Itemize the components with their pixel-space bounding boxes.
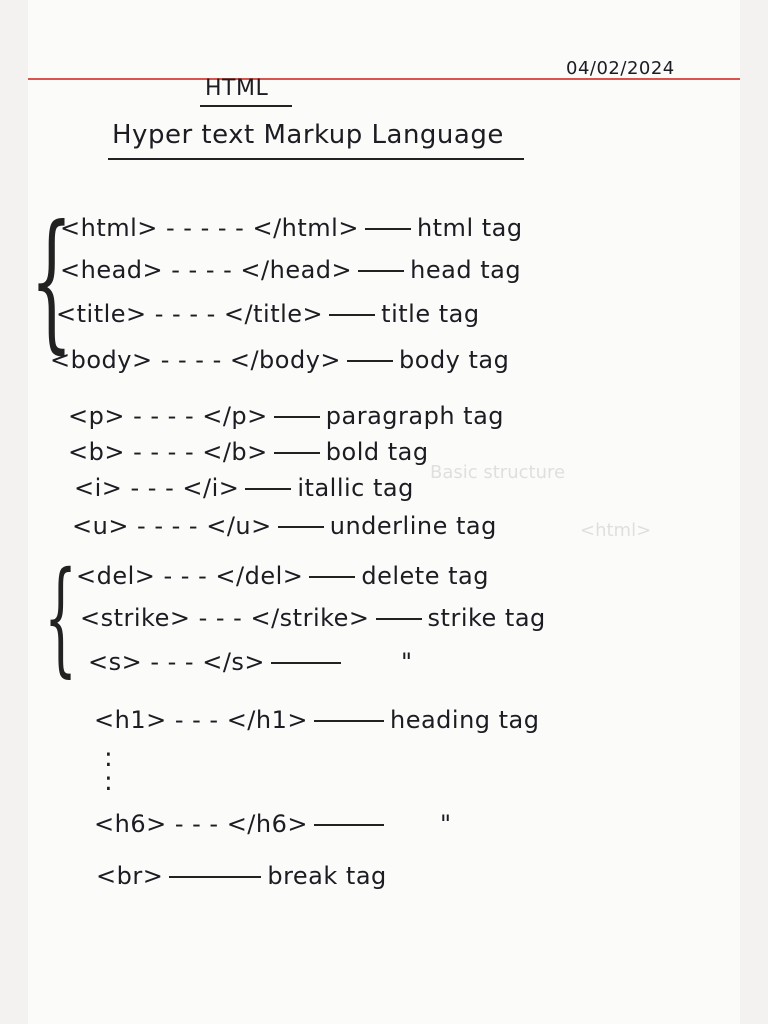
arrow-line <box>271 662 341 664</box>
note-row <box>94 706 540 734</box>
arrow-line <box>365 228 411 230</box>
note-row <box>72 512 497 540</box>
bleed-through-text: <html> <box>580 520 652 541</box>
tag-description: head tag <box>410 256 522 284</box>
tag-description: delete tag <box>361 562 489 590</box>
arrow-line <box>314 824 384 826</box>
subtitle-underline <box>108 158 524 160</box>
note-row <box>96 862 387 890</box>
tag-pair: <br> <box>96 862 164 890</box>
page-title: HTML <box>205 76 269 101</box>
bleed-through-text: Basic structure <box>430 462 566 483</box>
note-row <box>80 604 546 632</box>
page-subtitle: Hyper text Markup Language <box>112 120 504 150</box>
arrow-line <box>278 526 324 528</box>
ellipsis-vertical-2: : <box>104 767 114 797</box>
ditto-mark: " <box>439 810 452 838</box>
arrow-line <box>274 416 320 418</box>
tag-pair: <del> - - - </del> <box>76 562 304 590</box>
tag-description: html tag <box>416 214 523 242</box>
note-row <box>88 648 413 676</box>
brace-strike-tags: { <box>44 546 78 690</box>
note-row <box>50 346 509 374</box>
tag-pair: <h1> - - - </h1> <box>94 706 308 734</box>
tag-description: bold tag <box>325 438 429 466</box>
note-row <box>76 562 489 590</box>
tag-description: itallic tag <box>297 474 414 502</box>
arrow-line <box>169 876 261 878</box>
tag-pair: <html> - - - - - </html> <box>60 214 359 242</box>
tag-pair: <s> - - - </s> <box>88 648 266 676</box>
date-text: 04/02/2024 <box>566 58 675 79</box>
arrow-line <box>245 488 291 490</box>
tag-pair: <head> - - - - </head> <box>60 256 353 284</box>
arrow-line <box>314 720 384 722</box>
arrow-line <box>358 270 404 272</box>
note-row <box>56 300 480 328</box>
tag-pair: <body> - - - - </body> <box>50 346 342 374</box>
tag-description: title tag <box>381 300 480 328</box>
note-row <box>68 402 504 430</box>
note-row <box>68 438 429 466</box>
tag-description: break tag <box>267 862 387 890</box>
arrow-line <box>309 576 355 578</box>
tag-pair: <i> - - - </i> <box>74 474 240 502</box>
note-row <box>60 214 523 242</box>
tag-description: underline tag <box>329 512 497 540</box>
ditto-mark: " <box>401 648 413 676</box>
tag-pair: <b> - - - - </b> <box>68 438 268 466</box>
title-underline <box>200 105 292 107</box>
tag-description: body tag <box>399 346 510 374</box>
brace-structure-tags: { <box>30 194 73 368</box>
tag-description: strike tag <box>427 604 546 632</box>
arrow-line <box>347 360 393 362</box>
tag-pair: <title> - - - - </title> <box>56 300 324 328</box>
note-row <box>74 474 414 502</box>
arrow-line <box>274 452 320 454</box>
tag-pair: <h6> - - - </h6> <box>94 810 308 838</box>
tag-description: paragraph tag <box>325 402 505 430</box>
note-row <box>60 256 521 284</box>
tag-pair: <u> - - - - </u> <box>72 512 272 540</box>
arrow-line <box>329 314 375 316</box>
tag-description: heading tag <box>389 706 540 734</box>
tag-pair: <p> - - - - </p> <box>68 402 268 430</box>
arrow-line <box>376 618 422 620</box>
note-row <box>94 810 452 838</box>
ellipsis-vertical: : <box>104 743 114 773</box>
tag-pair: <strike> - - - </strike> <box>80 604 370 632</box>
